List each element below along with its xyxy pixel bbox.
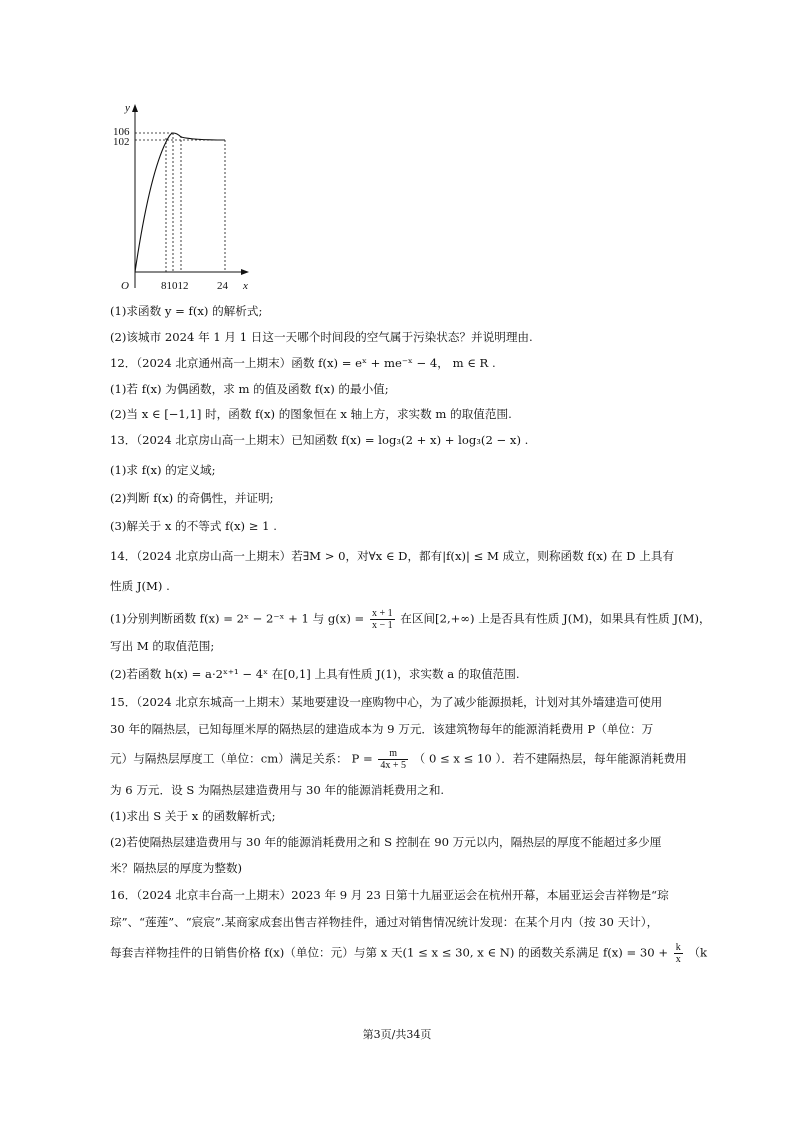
q16-line3-text-b: （k (688, 945, 708, 960)
q15-fraction (378, 748, 408, 771)
q15-frac-denominator: 4x + 5 (380, 760, 406, 771)
q16-line3 (110, 942, 707, 965)
q15-part2-line2: 米？隔热层的厚度为整数) (110, 861, 243, 875)
y-axis-label: y (125, 102, 130, 114)
x-axis-arrow (241, 269, 249, 275)
q16-line1: 16．（2024 北京丰台高一上期末）2023 年 9 月 23 日第十九届亚运会在杭州开幕，本届亚运会吉祥物是“琮 (110, 888, 669, 902)
q14-part1 (110, 608, 711, 631)
function-graph (105, 98, 255, 296)
q14-frac-denominator: x − 1 (371, 620, 393, 631)
q14-fraction (370, 608, 395, 631)
q11-part2: (2)该城市 2024 年 1 月 1 日这一天哪个时间段的空气属于污染状态？并说明理由. (110, 330, 533, 344)
x-ticks-8-10-12: 81012 (161, 280, 189, 292)
q14-part1-text-a: (1)分别判断函数 f(x) = 2ˣ − 2⁻ˣ + 1 与 g(x) = (110, 611, 365, 626)
page-footer: 第3页/共34页 (362, 1028, 432, 1041)
q16-line2: 琮”、“莲莲”、“宸宸”.某商家成套出售吉祥物挂件，通过对销售情况统计发现：在某个月内（按 30 天计）， (110, 915, 659, 929)
q14-stem-line2: 性质 J(M) . (110, 579, 170, 593)
q14-part2: (2)若函数 h(x) = a·2ˣ⁺¹ − 4ˣ 在[0,1] 上具有性质 J(1)，求实数 a 的取值范围. (110, 667, 520, 681)
q15-line4: 为 6 万元．设 S 为隔热层建造费用与 30 年的能源消耗费用之和. (110, 783, 445, 797)
q14-stem-line1: 14．（2024 北京房山高一上期末）若∃M > 0，对∀x ∈ D，都有|f(x)| ≤ M 成立，则称函数 f(x) 在 D 上具有 (110, 549, 675, 563)
q16-line3-text-a: 每套吉祥物挂件的日销售价格 f(x)（单位：元）与第 x 天(1 ≤ x ≤ 30, x ∈ N) 的函数关系满足 f(x) = 30 + (110, 945, 669, 960)
q15-line1: 15．（2024 北京东城高一上期末）某地要建设一座购物中心，为了减少能源损耗，计划对其外墙建造可使用 (110, 695, 663, 709)
q15-line2: 30 年的隔热层，已知每厘米厚的隔热层的建造成本为 9 万元．该建筑物每年的能源消耗费用 P（单位：万 (110, 722, 654, 736)
q11-part1: (1)求函数 y = f(x) 的解析式; (110, 304, 263, 318)
origin-label: O (121, 280, 129, 292)
q14-part1-text-b: 在区间[2,+∞) 上是否具有性质 J(M)，如果具有性质 J(M)， (400, 611, 711, 626)
q12-stem: 12．（2024 北京通州高一上期末）函数 f(x) = eˣ + me⁻ˣ − 4， m ∈ R . (110, 356, 496, 370)
q14-part1-line2: 写出 M 的取值范围; (110, 639, 215, 653)
x-tick-24: 24 (217, 280, 228, 292)
q13-part3: (3)解关于 x 的不等式 f(x) ≥ 1 . (110, 519, 277, 533)
q12-part1: (1)若 f(x) 为偶函数，求 m 的值及函数 f(x) 的最小值; (110, 382, 389, 396)
q16-frac-denominator: x (675, 954, 681, 965)
y-axis-arrow (132, 104, 138, 112)
q15-line3-text-a: 元）与隔热层厚度工（单位：cm）满足关系： P = (110, 751, 373, 766)
y-tick-106: 106 (113, 126, 130, 138)
q16-fraction (674, 942, 683, 965)
x-axis-label: x (243, 280, 248, 292)
q13-part1: (1)求 f(x) 的定义域; (110, 463, 216, 477)
q12-part2: (2)当 x ∈ [−1,1] 时，函数 f(x) 的图象恒在 x 轴上方，求实数 m 的取值范围. (110, 407, 512, 421)
q15-part2-line1: (2)若使隔热层建造费用与 30 年的能源消耗费用之和 S 控制在 90 万元以内，隔热层的厚度不能超过多少厘 (110, 835, 662, 849)
q15-line3-text-b: （ 0 ≤ x ≤ 10 ）．若不建隔热层，每年能源消耗费用 (413, 751, 687, 766)
q15-line3 (110, 748, 687, 771)
q14-frac-numerator: x + 1 (371, 608, 393, 619)
y-tick-102: 102 (113, 136, 130, 148)
q15-frac-numerator: m (378, 748, 408, 760)
function-curve (135, 133, 225, 272)
q16-frac-numerator: k (675, 942, 681, 953)
q13-part2: (2)判断 f(x) 的奇偶性，并证明; (110, 491, 274, 505)
q13-stem: 13．（2024 北京房山高一上期末）已知函数 f(x) = log₃(2 + x) + log₃(2 − x) . (110, 433, 529, 447)
q15-part1: (1)求出 S 关于 x 的函数解析式; (110, 809, 276, 823)
